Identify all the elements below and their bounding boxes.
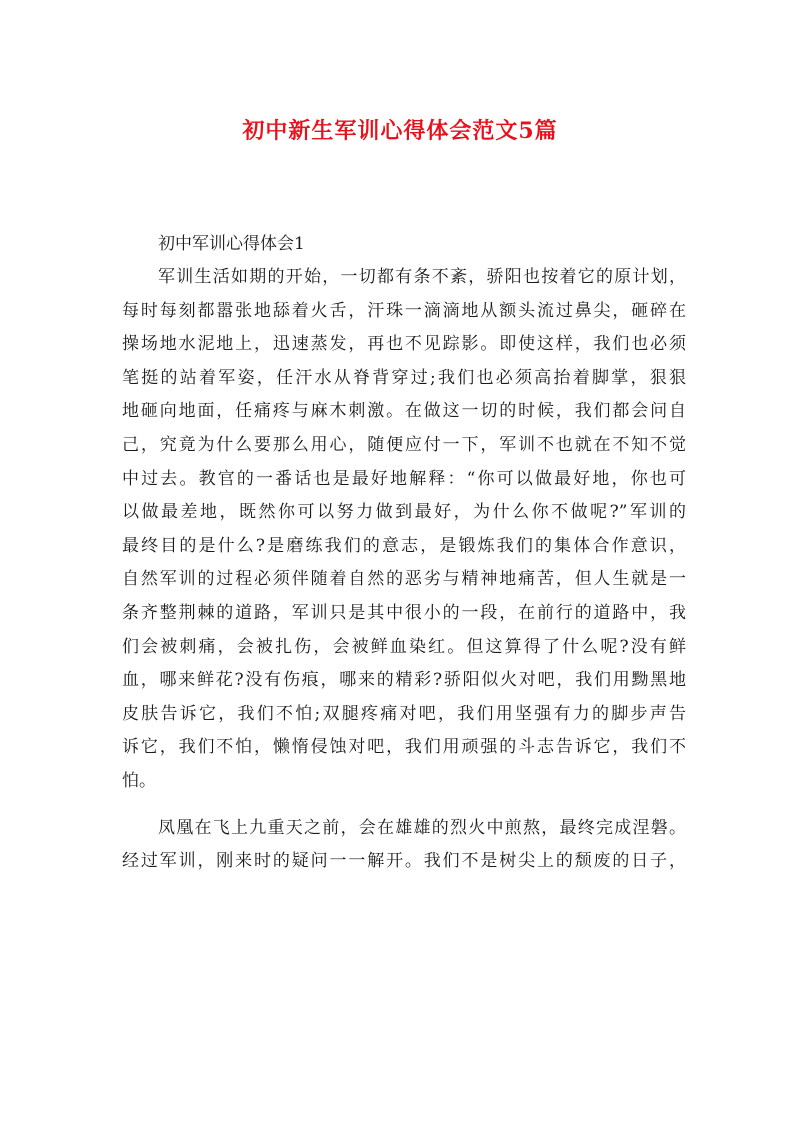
- paragraph-line: 己，究竟为什么要那么用心，随便应付一下，军训不也就在不知不觉: [122, 434, 686, 455]
- paragraph-line: 们会被刺痛，会被扎伤，会被鲜血染红。但这算得了什么呢?没有鲜: [122, 636, 686, 657]
- paragraph-line: 最终目的是什么?是磨练我们的意志，是锻炼我们的集体合作意识，: [122, 535, 686, 556]
- paragraph-line: 条齐整荆棘的道路，军训只是其中很小的一段，在前行的道路中，我: [122, 602, 686, 623]
- paragraph-line: 皮肤告诉它，我们不怕;双腿疼痛对吧，我们用坚强有力的脚步声告: [122, 703, 686, 724]
- paragraph-line: 以做最差地，既然你可以努力做到最好，为什么你不做呢?”军训的: [122, 502, 686, 523]
- paragraph-line: 怕。: [122, 770, 156, 791]
- paragraph-line: 操场地水泥地上，迅速蒸发，再也不见踪影。即使这样，我们也必须: [122, 334, 686, 355]
- paragraph-1: [122, 261, 686, 799]
- document-body: [122, 228, 686, 879]
- paragraph-line: 每时每刻都嚣张地舔着火舌，汗珠一滴滴地从额头流过鼻尖，砸碎在: [122, 300, 686, 321]
- document-title: 初中新生军训心得体会范文5篇: [242, 117, 558, 144]
- paragraph-line: 诉它，我们不怕，懒惰侵蚀对吧，我们用顽强的斗志告诉它，我们不: [122, 737, 686, 758]
- paragraph-line: 中过去。教官的一番话也是最好地解释：“你可以做最好地，你也可: [122, 468, 686, 489]
- paragraph-line: 军训生活如期的开始，一切都有条不紊，骄阳也按着它的原计划，: [158, 267, 686, 287]
- paragraph-line: 笔挺的站着军姿，任汗水从脊背穿过;我们也必须高抬着脚掌，狠狠: [122, 367, 686, 388]
- paragraph-line: 地砸向地面，任痛疼与麻木刺激。在做这一切的时候，我们都会问自: [122, 401, 686, 422]
- paragraph-2: [122, 812, 686, 879]
- paragraph-line: 经过军训，刚来时的疑问一一解开。我们不是树尖上的颓废的日子，: [122, 851, 686, 872]
- paragraph-line: 凤凰在飞上九重天之前，会在雄雄的烈火中煎熬，最终完成涅磐。: [158, 817, 686, 838]
- section-heading: 初中军训心得体会1: [158, 234, 305, 254]
- paragraph-line: 血，哪来鲜花?没有伤痕，哪来的精彩?骄阳似火对吧，我们用黝黑地: [122, 670, 686, 691]
- paragraph-line: 自然军训的过程必须伴随着自然的恶劣与精神地痛苦，但人生就是一: [122, 569, 686, 590]
